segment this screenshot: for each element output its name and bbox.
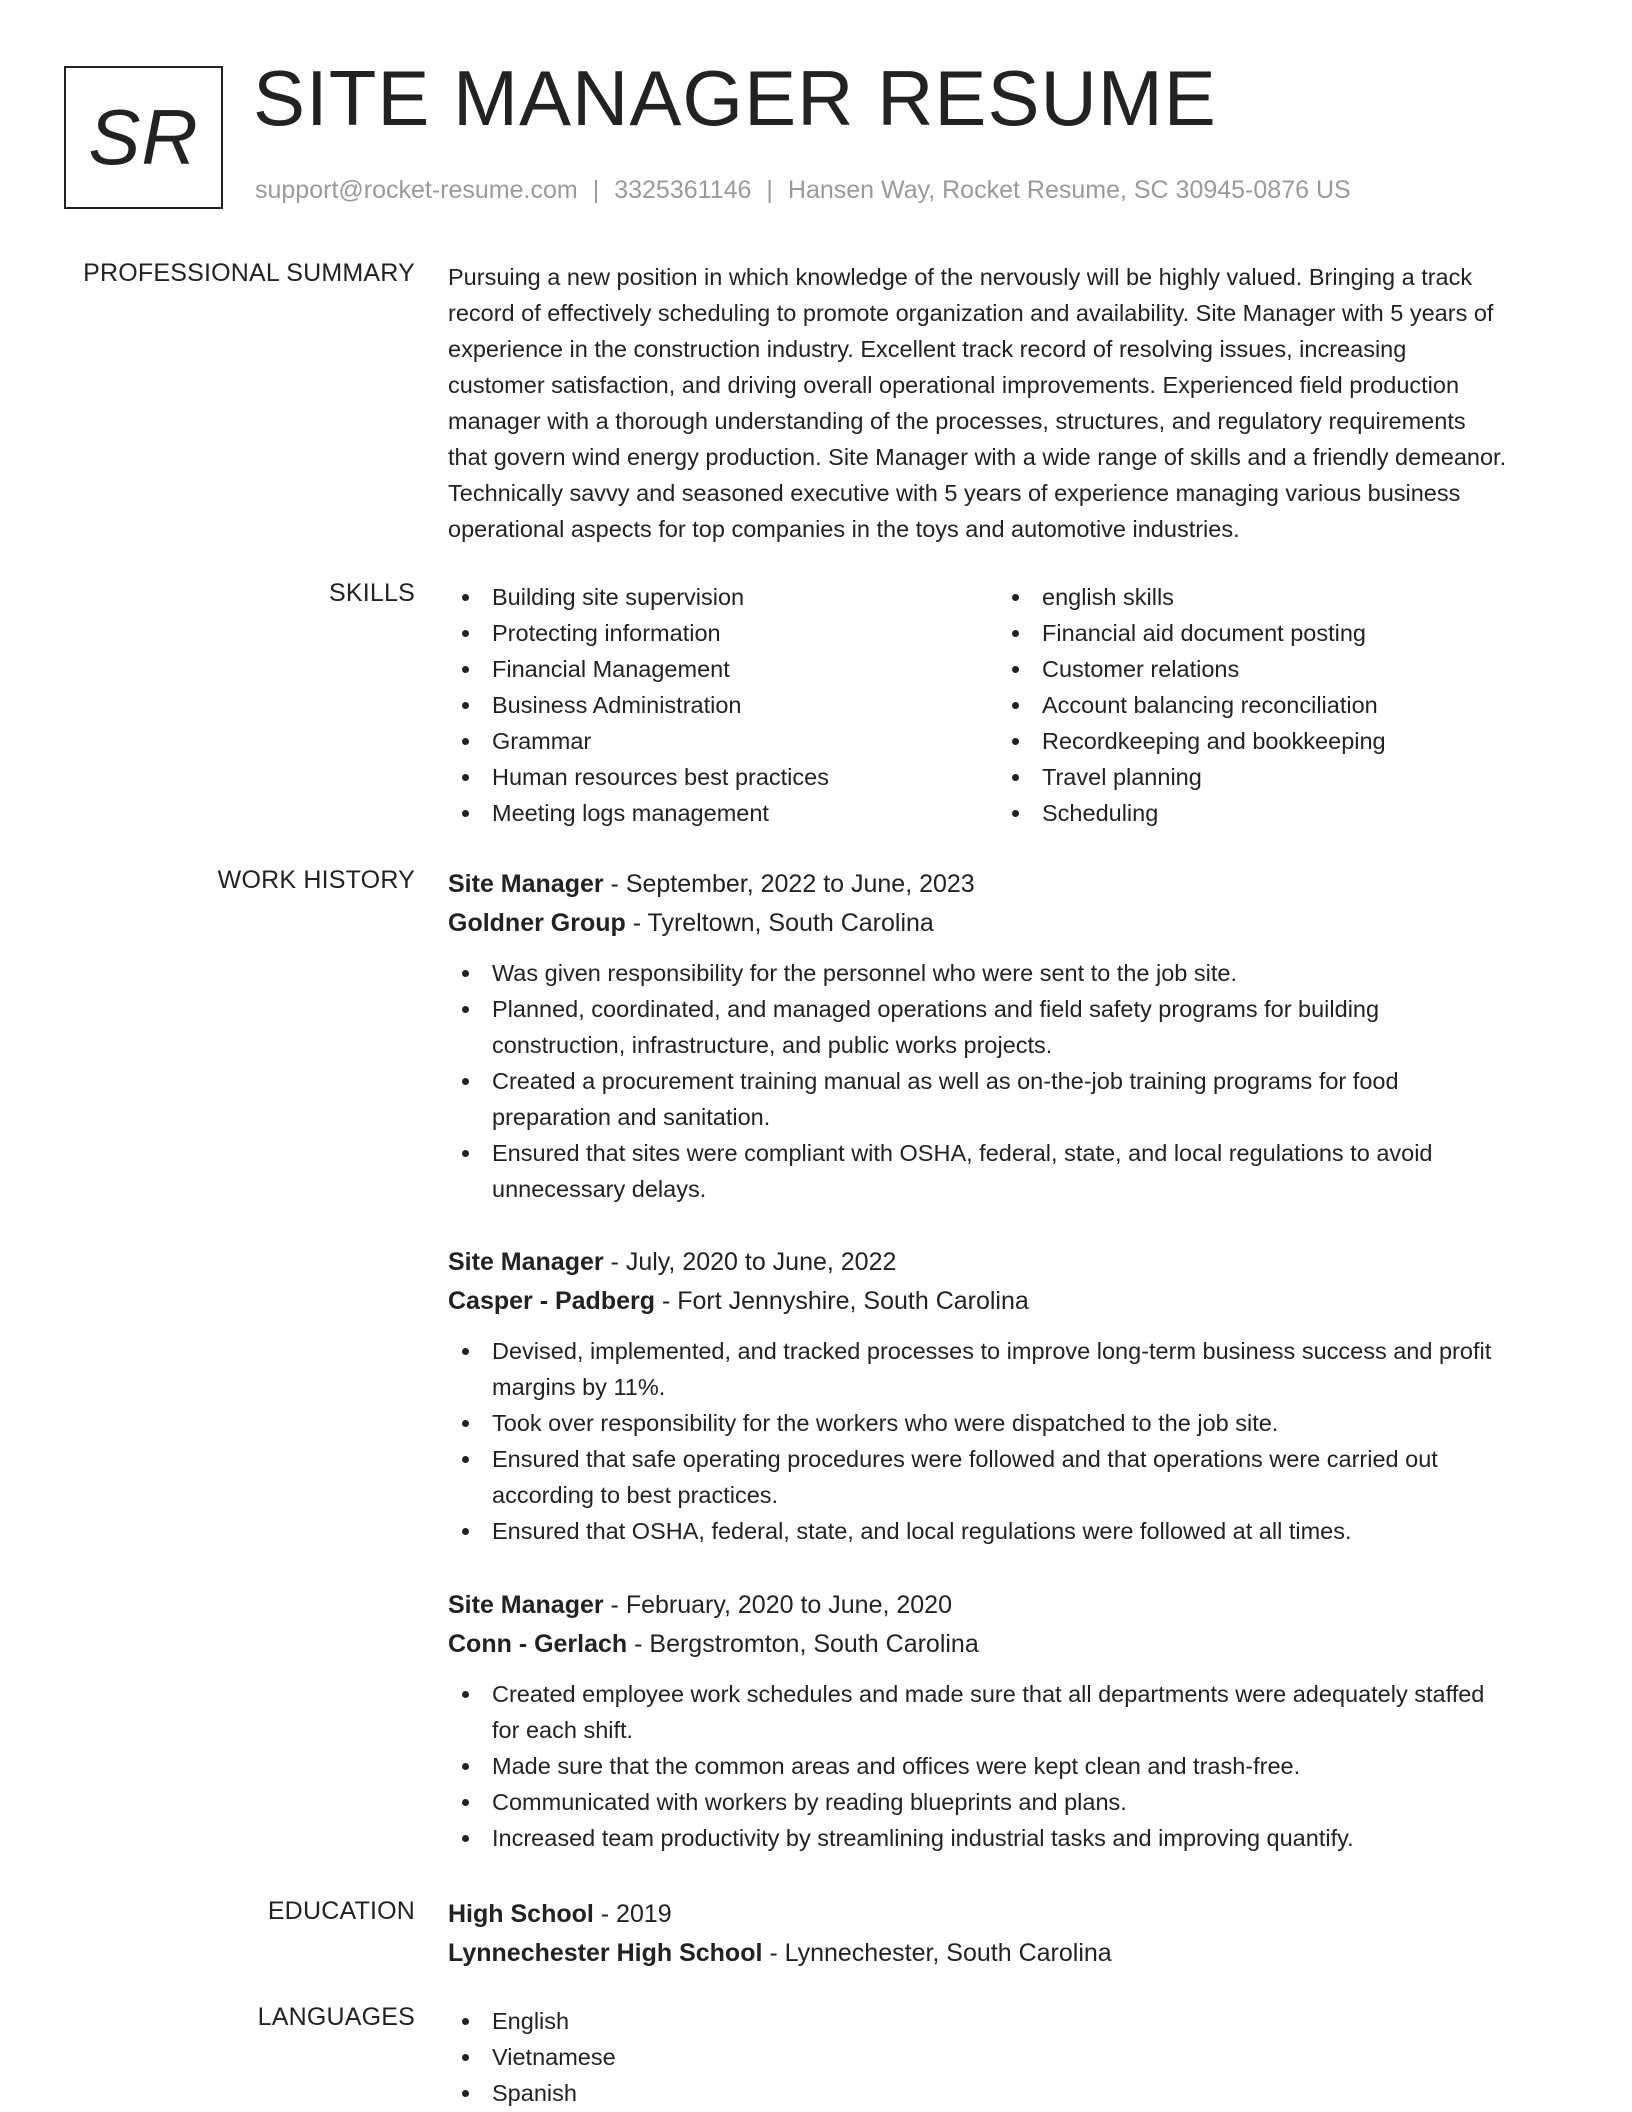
job-bullet-list bbox=[448, 1676, 1568, 1856]
job-company-line bbox=[448, 1282, 1568, 1321]
contact-address: Hansen Way, Rocket Resume, SC 30945-0876 US bbox=[787, 176, 1351, 204]
job-dates: - February, 2020 to June, 2020 bbox=[603, 1591, 952, 1619]
job-company-line bbox=[448, 904, 1568, 943]
job-bullet-list bbox=[448, 1333, 1568, 1549]
contact-line bbox=[255, 176, 1351, 205]
skill-item: Grammar bbox=[448, 723, 998, 759]
summary-line: Pursuing a new position in which knowledge of the nervously will be highly valued. Bringing a track bbox=[448, 264, 1473, 290]
contact-separator: | bbox=[766, 176, 773, 204]
skills-heading: SKILLS bbox=[329, 579, 415, 607]
job-title-line bbox=[448, 865, 1568, 904]
job-dates: - September, 2022 to June, 2023 bbox=[603, 870, 975, 898]
summary-line: Technically savvy and seasoned executive with 5 years of experience managing various business bbox=[448, 480, 1461, 506]
job-company: Conn - Gerlach bbox=[448, 1630, 628, 1658]
education-location: - Lynnechester, South Carolina bbox=[762, 1939, 1112, 1967]
job-location: - Fort Jennyshire, South Carolina bbox=[655, 1287, 1029, 1315]
work-history-heading: WORK HISTORY bbox=[217, 866, 415, 894]
summary-line: record of effectively scheduling to promote organization and availability. Site Manager with 5 years of bbox=[448, 300, 1494, 326]
education-heading: EDUCATION bbox=[267, 1897, 415, 1925]
summary-line: operational aspects for top companies in the toys and automotive industries. bbox=[448, 516, 1240, 542]
job-bullet: Increased team productivity by streamlining industrial tasks and improving quantify. bbox=[448, 1820, 1568, 1856]
skill-item: Financial aid document posting bbox=[998, 615, 1548, 651]
job-location: - Bergstromton, South Carolina bbox=[627, 1630, 979, 1658]
job-bullet: Communicated with workers by reading blueprints and plans. bbox=[448, 1784, 1568, 1820]
monogram-box bbox=[64, 66, 223, 209]
education-school-line bbox=[448, 1934, 1568, 1973]
skills-columns bbox=[448, 579, 1568, 831]
summary-line: that govern wind energy production. Site Manager with a wide range of skills and a friendly demeanor. bbox=[448, 444, 1507, 470]
skills-list-right bbox=[998, 579, 1548, 831]
education-details bbox=[448, 1895, 1568, 1973]
languages-heading: LANGUAGES bbox=[257, 2003, 415, 2031]
job-bullet: Created a procurement training manual as well as on-the-job training programs for food preparation and sanitation. bbox=[448, 1063, 1568, 1135]
skill-item: Travel planning bbox=[998, 759, 1548, 795]
job-bullet: Created employee work schedules and made sure that all departments were adequately staffed for each shift. bbox=[448, 1676, 1568, 1748]
job-title-line bbox=[448, 1586, 1568, 1625]
job-company: Casper - Padberg bbox=[448, 1287, 656, 1315]
skill-item: Financial Management bbox=[448, 651, 998, 687]
skill-item: Business Administration bbox=[448, 687, 998, 723]
summary-line: experience in the construction industry. Excellent track record of resolving issues, increasing bbox=[448, 336, 1407, 362]
education-degree-line bbox=[448, 1895, 1568, 1934]
skills-list-left bbox=[448, 579, 998, 831]
language-item: Spanish bbox=[448, 2075, 1568, 2111]
language-item: Vietnamese bbox=[448, 2039, 1568, 2075]
job-location: - Tyreltown, South Carolina bbox=[625, 909, 934, 937]
job-title: Site Manager bbox=[448, 1248, 604, 1276]
skill-item: Account balancing reconciliation bbox=[998, 687, 1548, 723]
job-bullet: Ensured that sites were compliant with OSHA, federal, state, and local regulations to avoid unnecessary delays. bbox=[448, 1135, 1568, 1207]
job-bullet: Ensured that OSHA, federal, state, and local regulations were followed at all times. bbox=[448, 1513, 1568, 1549]
job-bullet: Took over responsibility for the workers who were dispatched to the job site. bbox=[448, 1405, 1568, 1441]
monogram-initials: SR bbox=[88, 93, 199, 181]
job-dates: - July, 2020 to June, 2022 bbox=[603, 1248, 897, 1276]
job-company-line bbox=[448, 1625, 1568, 1664]
summary-text bbox=[448, 259, 1568, 547]
job-bullet: Made sure that the common areas and offices were kept clean and trash-free. bbox=[448, 1748, 1568, 1784]
job-bullet: Ensured that safe operating procedures were followed and that operations were carried out according to best practices. bbox=[448, 1441, 1568, 1513]
job-bullet: Was given responsibility for the personnel who were sent to the job site. bbox=[448, 955, 1568, 991]
job-bullet-list bbox=[448, 955, 1568, 1207]
languages-list bbox=[448, 2003, 1568, 2111]
job-title: Site Manager bbox=[448, 870, 604, 898]
job-title-line bbox=[448, 1243, 1568, 1282]
summary-heading: PROFESSIONAL SUMMARY bbox=[83, 259, 415, 287]
language-item: English bbox=[448, 2003, 1568, 2039]
education-school: Lynnechester High School bbox=[448, 1939, 763, 1967]
contact-email[interactable]: support@rocket-resume.com bbox=[255, 176, 578, 204]
job-details bbox=[448, 1243, 1568, 1549]
summary-line: manager with a thorough understanding of the processes, structures, and regulatory requirements bbox=[448, 408, 1466, 434]
skill-item: Customer relations bbox=[998, 651, 1548, 687]
job-details bbox=[448, 865, 1568, 1207]
job-title: Site Manager bbox=[448, 1591, 604, 1619]
skill-item: Scheduling bbox=[998, 795, 1548, 831]
summary-line: customer satisfaction, and driving overall operational improvements. Experienced field production bbox=[448, 372, 1460, 398]
skill-item: Meeting logs management bbox=[448, 795, 998, 831]
contact-separator: | bbox=[592, 176, 600, 204]
resume-title: SITE MANAGER RESUME bbox=[253, 54, 1217, 142]
skill-item: Protecting information bbox=[448, 615, 998, 651]
contact-phone[interactable]: 3325361146 bbox=[614, 176, 752, 204]
job-details bbox=[448, 1586, 1568, 1856]
job-bullet: Devised, implemented, and tracked processes to improve long-term business success and profit margins by 11%. bbox=[448, 1333, 1568, 1405]
skill-item: Human resources best practices bbox=[448, 759, 998, 795]
skill-item: Building site supervision bbox=[448, 579, 998, 615]
education-year: - 2019 bbox=[593, 1900, 672, 1928]
education-degree: High School bbox=[448, 1900, 594, 1928]
skill-item: Recordkeeping and bookkeeping bbox=[998, 723, 1548, 759]
job-bullet: Planned, coordinated, and managed operations and field safety programs for building construction, infrastructure, and public works projects. bbox=[448, 991, 1568, 1063]
job-company: Goldner Group bbox=[448, 909, 626, 937]
languages-body bbox=[448, 2003, 1568, 2111]
skill-item: english skills bbox=[998, 579, 1548, 615]
